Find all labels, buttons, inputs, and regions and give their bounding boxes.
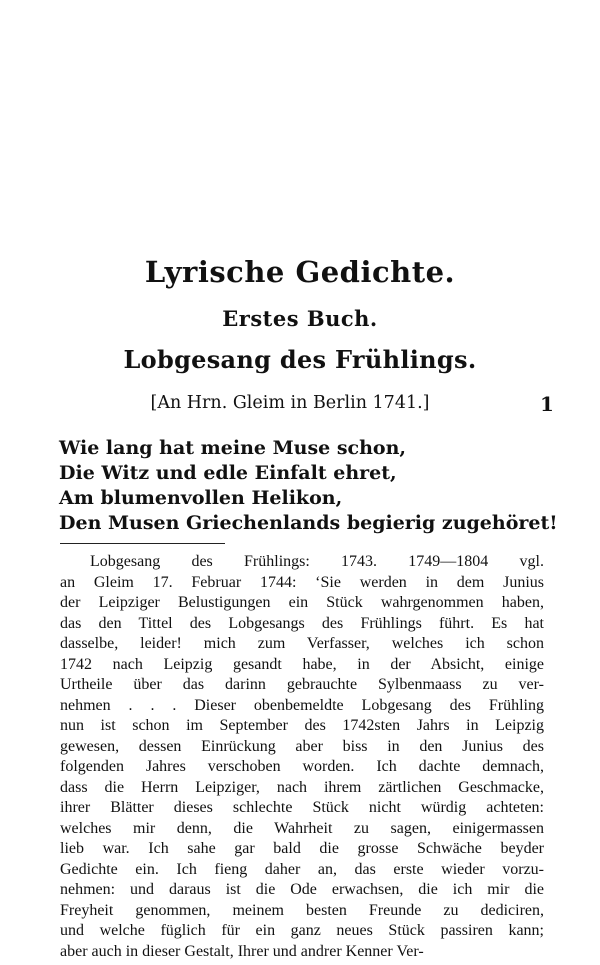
book-subtitle: Erstes Buch. [222,306,378,331]
section-title: Lyrische Gedichte. [144,255,456,289]
dedication-row [0,393,600,413]
note-line: das den Tittel des Lobgesangs des Frühlings führt. Es hat [60,614,544,632]
poem-stanza [59,436,559,536]
dedication: [An Hrn. Gleim in Berlin 1741.] [150,393,430,413]
note-line: dass die Herrn Leipziger, nach ihrem zärtlichen Geschmacke, [60,778,544,796]
note-line: nehmen . . . Dieser obenbemeldte Lobgesang des Frühling [60,696,544,714]
poem-line: Die Witz und edle Einfalt ehret, [59,462,397,484]
note-line: gewesen, dessen Einrückung aber biss in den Junius des [60,737,544,755]
note-line: lieb war. Ich sahe gar bald die grosse Schwäche beyder [60,840,544,857]
poem-line: Am blumenvollen Helikon, [59,487,343,509]
note-line: ihrer Blätter dieses schlechte Stück nicht würdig achteten: [60,799,544,816]
page-number: 1 [540,392,554,416]
editorial-note [60,552,544,962]
poem-title: Lobgesang des Frühlings. [123,345,477,374]
note-line: an Gleim 17. Februar 1744: ‘Sie werden in dem Junius [60,573,544,591]
poem-line: Wie lang hat meine Muse schon, [59,437,407,459]
note-line: aber auch in dieser Gestalt, Ihrer und andrer Kenner Ver- [60,942,424,960]
note-line: der Leipziger Belustigungen ein Stück wahrgenommen haben, [60,594,544,611]
note-line: nehmen: und daraus ist die Ode erwachsen, die ich mir die [60,881,544,898]
note-line: nun ist schon im September des 1742sten Jahrs in Leipzig [60,717,544,734]
footnote-divider [60,543,225,544]
note-line: Lobgesang des Frühlings: 1743. 1749—1804 vgl. [90,553,544,570]
note-line: welches mir denn, die Wahrheit zu sagen, einigermassen [60,819,544,837]
note-line: folgenden Jahres verschoben worden. Ich dachte demnach, [60,758,544,775]
note-line: Gedichte ein. Ich fieng daher an, das erste wieder vorzu- [60,860,544,878]
note-line: 1742 nach Leipzig gesandt habe, in der Absicht, einige [60,655,544,673]
note-line: Freyheit genommen, meinem besten Freunde zu dediciren, [60,901,544,919]
note-line: Urtheile über das darinn gebrauchte Sylbenmaass zu ver- [60,676,544,693]
poem-line: Den Musen Griechenlands begierig zugehöret! [59,512,558,534]
note-line: dasselbe, leider! mich zum Verfasser, welches ich schon [60,635,544,652]
note-line: und welche füglich für ein ganz neues Stück passiren kann; [60,922,544,939]
